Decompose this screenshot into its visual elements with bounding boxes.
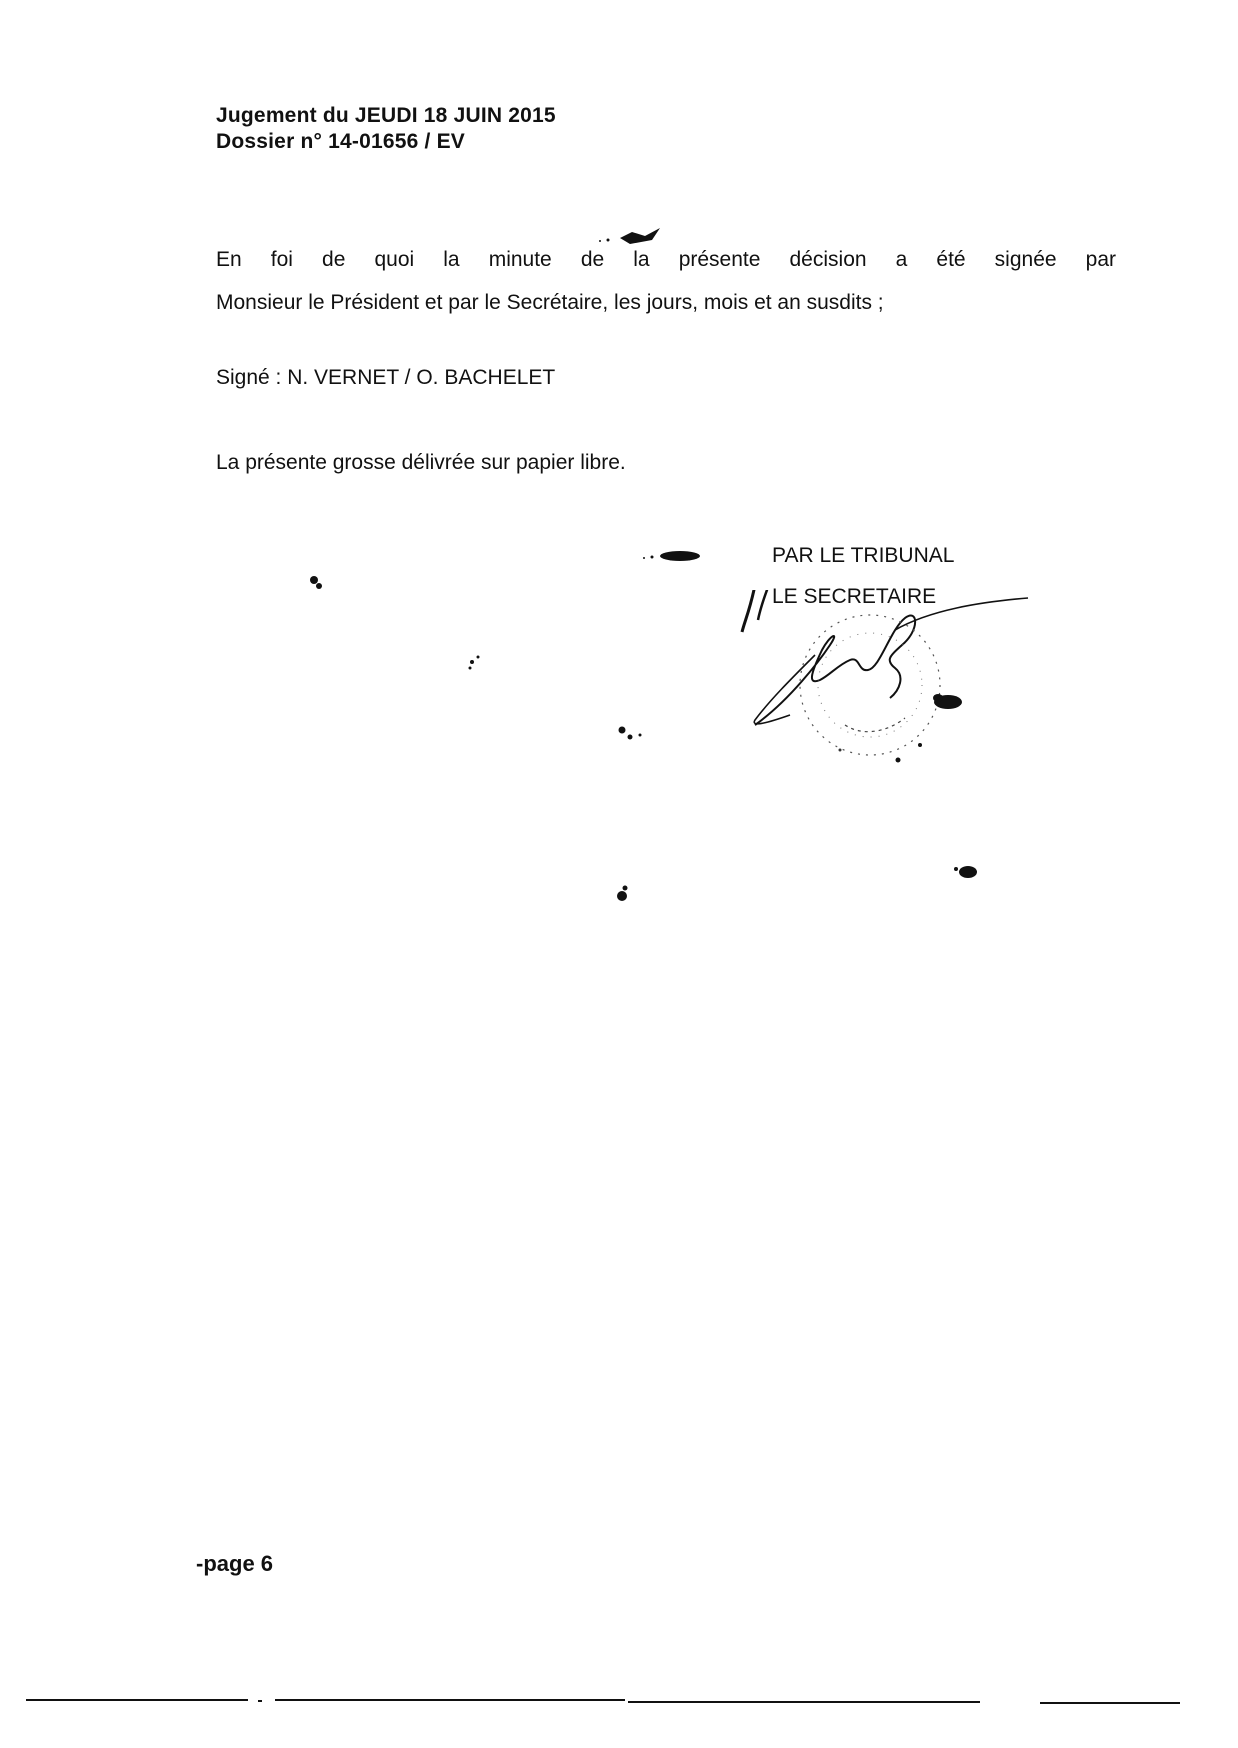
page-number: -page 6 xyxy=(196,1551,274,1576)
tribunal-label: PAR LE TRIBUNAL xyxy=(772,544,955,567)
grosse-note: La présente grosse délivrée sur papier libre. xyxy=(216,451,626,474)
closing-paragraph-line-1: En foi de quoi la minute de la présente décision a été signée par xyxy=(216,248,1116,271)
footer-rule xyxy=(0,1690,1238,1730)
judgment-date-line: Jugement du JEUDI 18 JUIN 2015 xyxy=(216,104,556,127)
secretary-label: LE SECRETAIRE xyxy=(772,585,937,608)
signed-by-line: Signé : N. VERNET / O. BACHELET xyxy=(216,366,556,389)
closing-paragraph-line-2: Monsieur le Président et par le Secrétaire, les jours, mois et an susdits ; xyxy=(216,291,884,314)
case-number-line: Dossier n° 14-01656 / EV xyxy=(216,130,465,153)
